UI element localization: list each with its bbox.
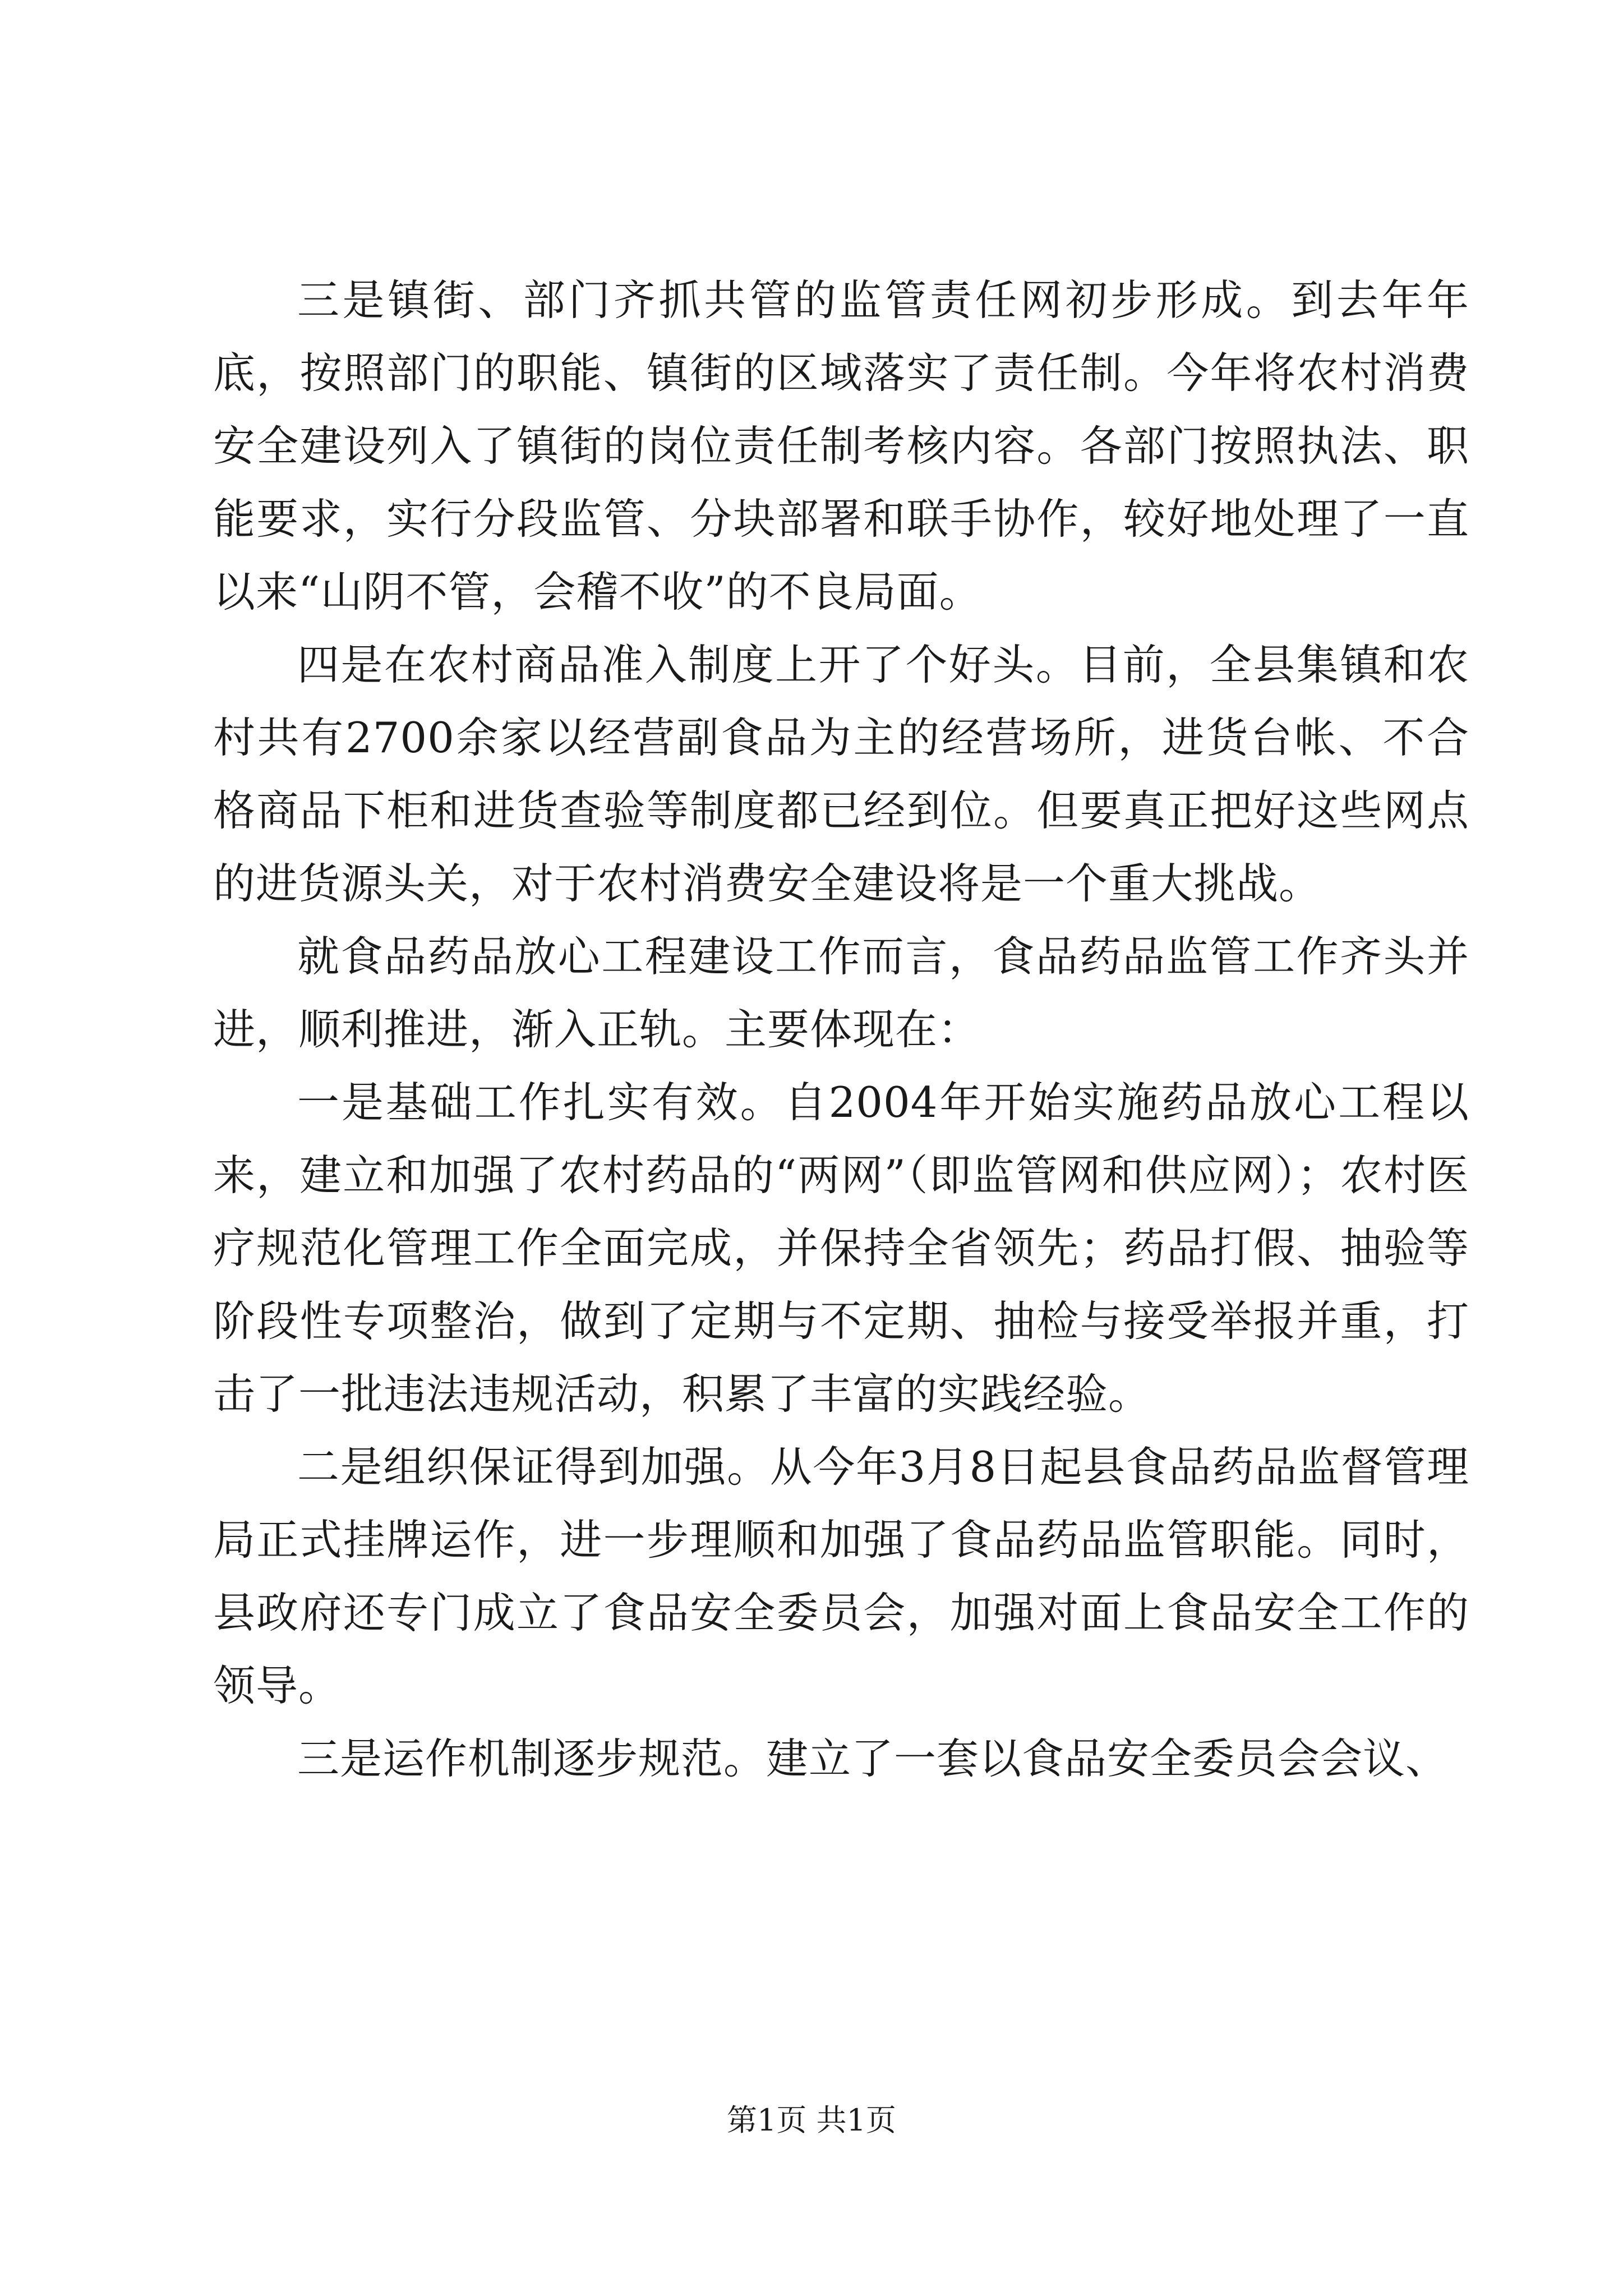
page-footer: 第1页 共1页 bbox=[727, 2102, 896, 2138]
document-body bbox=[213, 264, 1469, 1795]
paragraph: 三是镇街、部门齐抓共管的监管责任网初步形成。到去年年底，按照部门的职能、镇街的区域落实了责任制。今年将农村消费安全建设列入了镇街的岗位责任制考核内容。各部门按照执法、职能要求，实行分段监管、分块部署和联手协作，较好地处理了一直以来“山阴不管，会稽不收”的不良局面。 bbox=[213, 275, 1469, 616]
paragraph: 三是运作机制逐步规范。建立了一套以食品安全委员会会议、 bbox=[297, 1734, 1449, 1783]
paragraph: 一是基础工作扎实有效。自2004年开始实施药品放心工程以来，建立和加强了农村药品的“两网”（即监管网和供应网）；农村医疗规范化管理工作全面完成，并保持全省领先；药品打假、抽验等阶段性专项整治，做到了定期与不定期、抽检与接受举报并重，打击了一批违法违规活动，积累了丰富的实践经验。 bbox=[213, 1078, 1469, 1419]
paragraph: 四是在农村商品准入制度上开了个好头。目前，全县集镇和农村共有2700余家以经营副食品为主的经营场所，进货台帐、不合格商品下柜和进货查验等制度都已经到位。但要真正把好这些网点的进货源头关，对于农村消费安全建设将是一个重大挑战。 bbox=[213, 640, 1469, 908]
paragraph: 二是组织保证得到加强。从今年3月8日起县食品药品监督管理局正式挂牌运作，进一步理顺和加强了食品药品监管职能。同时，县政府还专门成立了食品安全委员会，加强对面上食品安全工作的领导。 bbox=[213, 1442, 1469, 1710]
paragraph: 就食品药品放心工程建设工作而言，食品药品监管工作齐头并进，顺利推进，渐入正轨。主要体现在： bbox=[213, 932, 1469, 1054]
